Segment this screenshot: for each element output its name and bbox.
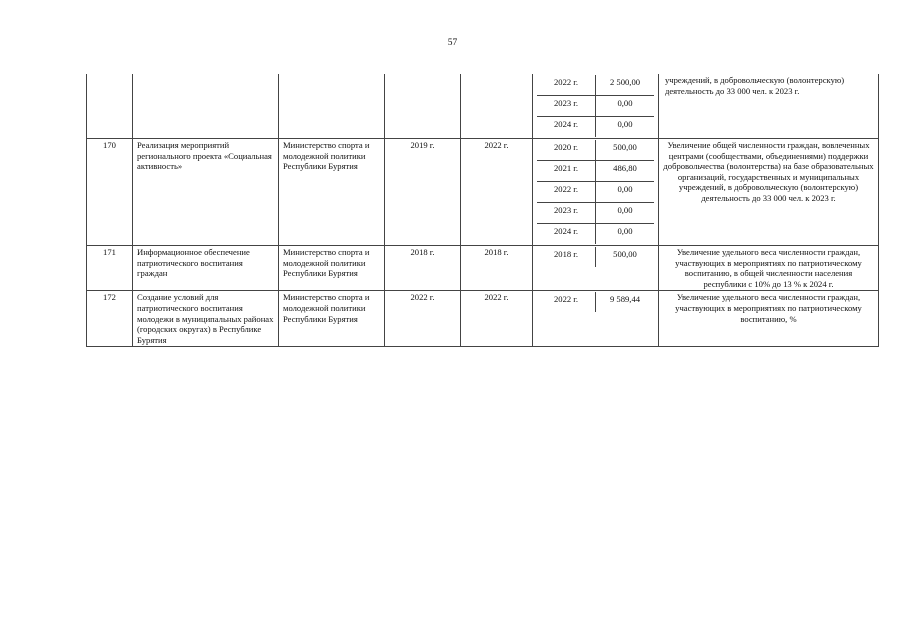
cell-start: 2018 г. xyxy=(385,246,461,291)
cell-end: 2022 г. xyxy=(461,291,533,347)
amount: 500,00 xyxy=(596,140,655,161)
amount: 0,00 xyxy=(596,203,655,224)
cell-start: 2019 г. xyxy=(385,139,461,246)
cell-start: 2022 г. xyxy=(385,291,461,347)
cell-start xyxy=(385,74,461,139)
cell-executor: Министерство спорта и молодежной политики Республики Бурятия xyxy=(279,291,385,347)
year-row xyxy=(537,75,654,96)
cell-end: 2022 г. xyxy=(461,139,533,246)
year-row xyxy=(537,292,654,312)
year: 2018 г. xyxy=(537,247,596,267)
year-row xyxy=(537,247,654,267)
table-row-continuation xyxy=(87,74,879,139)
year-row xyxy=(537,161,654,182)
year-row xyxy=(537,117,654,138)
amount: 486,80 xyxy=(596,161,655,182)
year-row xyxy=(537,203,654,224)
cell-name xyxy=(133,74,279,139)
year: 2020 г. xyxy=(537,140,596,161)
year-row xyxy=(537,140,654,161)
cell-executor: Министерство спорта и молодежной политики Республики Бурятия xyxy=(279,246,385,291)
year-amounts xyxy=(537,292,654,312)
year: 2024 г. xyxy=(537,224,596,245)
cell-executor xyxy=(279,74,385,139)
year-amounts xyxy=(537,75,654,137)
cell-years xyxy=(533,139,659,246)
cell-end: 2018 г. xyxy=(461,246,533,291)
year-row xyxy=(537,224,654,245)
table-row xyxy=(87,291,879,347)
cell-num xyxy=(87,74,133,139)
cell-name: Информационное обеспечение патриотического воспитания граждан xyxy=(133,246,279,291)
year: 2023 г. xyxy=(537,96,596,117)
program-table xyxy=(86,74,879,347)
amount: 0,00 xyxy=(617,119,633,129)
year: 2021 г. xyxy=(537,161,596,182)
year: 2022 г. xyxy=(537,75,596,96)
cell-num: 171 xyxy=(87,246,133,291)
amount: 0,00 xyxy=(617,226,633,236)
cell-result: Увеличение удельного веса численности граждан, участвующих в мероприятиях по патриотическому воспитанию, в общей численности населения республики с 10% до 13 % к 2024 г. xyxy=(659,246,879,291)
cell-name: Реализация мероприятий регионального проекта «Социальная активность» xyxy=(133,139,279,246)
cell-years xyxy=(533,246,659,291)
year: 2022 г. xyxy=(537,292,596,312)
year: 2024 г. xyxy=(537,117,596,138)
cell-result: учреждений, в добровольческую (волонтерскую) деятельность до 33 000 чел. к 2023 г. xyxy=(659,74,879,139)
cell-years xyxy=(533,291,659,347)
table-row xyxy=(87,139,879,246)
year-row xyxy=(537,182,654,203)
amount: 500,00 xyxy=(613,249,637,259)
cell-name: Создание условий для патриотического воспитания молодежи в муниципальных районах (городских округах) в Республике Бурятия xyxy=(133,291,279,347)
amount: 9 589,44 xyxy=(609,294,641,305)
year: 2022 г. xyxy=(537,182,596,203)
year-amounts xyxy=(537,247,654,267)
cell-years xyxy=(533,74,659,139)
amount: 2 500,00 xyxy=(596,75,655,96)
year: 2023 г. xyxy=(537,203,596,224)
year-amounts xyxy=(537,140,654,244)
page-number: 57 xyxy=(447,38,458,48)
cell-result: Увеличение общей численности граждан, вовлеченных центрами (сообществами, объединениями) поддержки добровольчества (волонтерства) на базе образовательных организаций, государственных и муниципальных учреждений, в добровольческую (волонтерскую) деятельность до 33 000 чел. к 2023 г. xyxy=(659,139,879,246)
cell-num: 170 xyxy=(87,139,133,246)
cell-result: Увеличение удельного веса численности граждан, участвующих в мероприятиях по патриотическому воспитанию, % xyxy=(659,291,879,347)
cell-executor: Министерство спорта и молодежной политики Республики Бурятия xyxy=(279,139,385,246)
cell-num: 172 xyxy=(87,291,133,347)
table-row xyxy=(87,246,879,291)
amount: 0,00 xyxy=(596,182,655,203)
amount: 0,00 xyxy=(596,96,655,117)
year-row xyxy=(537,96,654,117)
cell-end xyxy=(461,74,533,139)
